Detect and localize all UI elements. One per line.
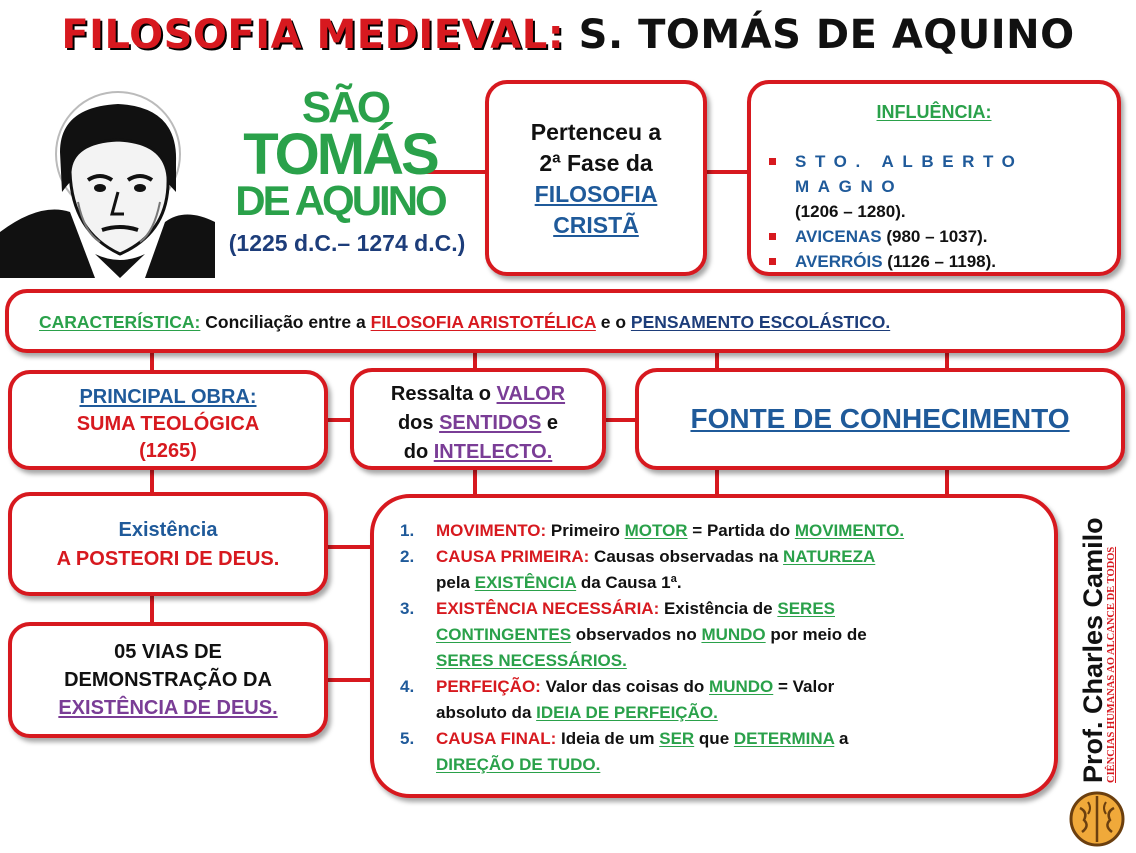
via-text: = Valor (773, 677, 835, 696)
author-tagline: CIÊNCIAS HUMANAS AO ALCANCE DE TODOS (1106, 546, 1117, 783)
influencia-dates: (980 – 1037). (886, 227, 988, 246)
existencia-line-2: A POSTEORI DE DEUS. (56, 548, 280, 570)
author-name: Prof. Charles Camilo (1078, 517, 1108, 783)
influencia-item (765, 149, 1103, 224)
via-text: observados no (571, 625, 702, 644)
via-text: Ideia de um (556, 729, 660, 748)
influencia-name: AVICENAS (795, 227, 882, 246)
bullet-icon (769, 158, 776, 165)
via-text: da Causa 1ª. (576, 573, 682, 592)
via-label: MOVIMENTO: (436, 521, 547, 540)
via-keyword: MUNDO (709, 677, 774, 696)
via-label: PERFEIÇÃO: (436, 677, 541, 696)
via-text: pela (436, 573, 475, 592)
via-label: EXISTÊNCIA NECESSÁRIA: (436, 599, 660, 618)
influencia-item (765, 249, 1103, 274)
ressalta-line-3 (354, 438, 602, 467)
via-number: 4. (400, 677, 415, 696)
via-keyword: SERES NECESSÁRIOS. (436, 651, 627, 670)
fase-line-1: Pertenceu a (530, 119, 662, 145)
via-keyword: CONTINGENTES (436, 625, 572, 644)
via-keyword: MOTOR (624, 521, 688, 540)
via-item (400, 544, 1036, 596)
via-text: Existência de (659, 599, 778, 618)
ressalta-line-1 (354, 380, 602, 409)
via-text: Valor das coisas do (540, 677, 710, 696)
caracteristica-box (5, 289, 1125, 353)
caracteristica-text-2: e o (600, 312, 627, 332)
via-item (400, 596, 1036, 674)
influencia-name: AVERRÓIS (795, 252, 883, 271)
influencia-name: STO. ALBERTO MAGNO (795, 152, 1024, 196)
via-text: por meio de (765, 625, 867, 644)
via-keyword: DIREÇÃO DE TUDO. (436, 755, 601, 774)
influencia-box (747, 80, 1121, 276)
via-item (400, 726, 1036, 778)
via-label: CAUSA PRIMEIRA: (436, 547, 590, 566)
name-line-sao: SÃO (301, 83, 389, 132)
via-text: = Partida do (687, 521, 795, 540)
via-text: absoluto da (436, 703, 537, 722)
obra-line-3: (1265) (139, 440, 197, 462)
fonte-text: FONTE DE CONHECIMENTO (690, 403, 1070, 434)
portrait (0, 82, 215, 278)
caracteristica-key-2: PENSAMENTO ESCOLÁSTICO. (630, 312, 891, 332)
name-line-tomas: TOMÁS (243, 122, 437, 187)
vias-summary-box (8, 622, 328, 738)
influencia-list (765, 149, 1103, 274)
vias-list-box (370, 494, 1058, 798)
via-keyword: IDEIA DE PERFEIÇÃO. (536, 703, 718, 722)
via-keyword: SERES (777, 599, 835, 618)
ressalta-line-2 (354, 409, 602, 438)
influencia-title: INFLUÊNCIA: (876, 102, 992, 122)
ressalta-text: e (546, 412, 559, 434)
author-branding (1068, 478, 1128, 794)
page-title (0, 12, 1136, 58)
title-part1: FILOSOFIA MEDIEVAL: (61, 12, 565, 58)
caracteristica-label: CARACTERÍSTICA: (39, 312, 201, 332)
influencia-item (765, 224, 1103, 249)
ressalta-key-sentidos: SENTIDOS (439, 412, 542, 434)
existencia-box (8, 492, 328, 596)
fase-line-2: 2ª Fase da (539, 150, 653, 176)
via-number: 2. (400, 547, 415, 566)
brain-logo (1068, 790, 1126, 848)
via-label: CAUSA FINAL: (436, 729, 557, 748)
via-keyword: DETERMINA (733, 729, 835, 748)
bullet-icon (769, 258, 776, 265)
obra-line-2: SUMA TEOLÓGICA (76, 413, 260, 435)
via-number: 1. (400, 521, 415, 540)
title-part2: S. TOMÁS DE AQUINO (578, 12, 1075, 58)
via-keyword: NATUREZA (783, 547, 876, 566)
via-keyword: MUNDO (701, 625, 766, 644)
connector-line (700, 170, 752, 174)
via-text: Primeiro (546, 521, 625, 540)
via-keyword: EXISTÊNCIA (474, 573, 577, 592)
via-item (400, 518, 1036, 544)
via-item (400, 674, 1036, 726)
via-text: a (834, 729, 849, 748)
connector-line (603, 418, 639, 422)
connector-line (150, 595, 154, 625)
via-number: 3. (400, 599, 415, 618)
caracteristica-text-1: Conciliação entre a (205, 312, 366, 332)
ressalta-text: do (403, 441, 429, 463)
via-keyword: SER (659, 729, 695, 748)
brain-logo-icon (1068, 790, 1126, 848)
life-dates: (1225 d.C.– 1274 d.C.) (228, 230, 466, 256)
existencia-line-1: Existência (118, 519, 218, 541)
via-number: 5. (400, 729, 415, 748)
name-line-de-aquino: DE AQUINO (235, 177, 445, 224)
vias-list (400, 518, 1036, 778)
via-text: que (694, 729, 734, 748)
influencia-dates: (1206 – 1280). (795, 202, 906, 221)
bullet-icon (769, 233, 776, 240)
via-text: Causas observadas na (589, 547, 784, 566)
ressalta-text: dos (397, 412, 434, 434)
vias-summary-line-1: 05 VIAS DE (114, 641, 222, 663)
fase-line-4: CRISTÃ (553, 212, 639, 238)
fase-box (485, 80, 707, 276)
portrait-icon (0, 82, 215, 278)
obra-box (8, 370, 328, 470)
fase-line-3: FILOSOFIA (534, 181, 658, 207)
ressalta-key-valor: VALOR (496, 383, 566, 405)
caracteristica-key-1: FILOSOFIA ARISTOTÉLICA (370, 312, 596, 332)
influencia-dates: (1126 – 1198). (887, 252, 996, 271)
ressalta-text: Ressalta o (390, 383, 491, 405)
ressalta-key-intelecto: INTELECTO. (433, 441, 553, 463)
via-keyword: MOVIMENTO. (794, 521, 905, 540)
vias-summary-line-3: EXISTÊNCIA DE DEUS. (58, 697, 278, 719)
ressalta-box (350, 368, 606, 470)
vias-summary-line-2: DEMONSTRAÇÃO DA (64, 669, 272, 691)
obra-line-1: PRINCIPAL OBRA: (79, 386, 257, 408)
fonte-box (635, 368, 1125, 470)
